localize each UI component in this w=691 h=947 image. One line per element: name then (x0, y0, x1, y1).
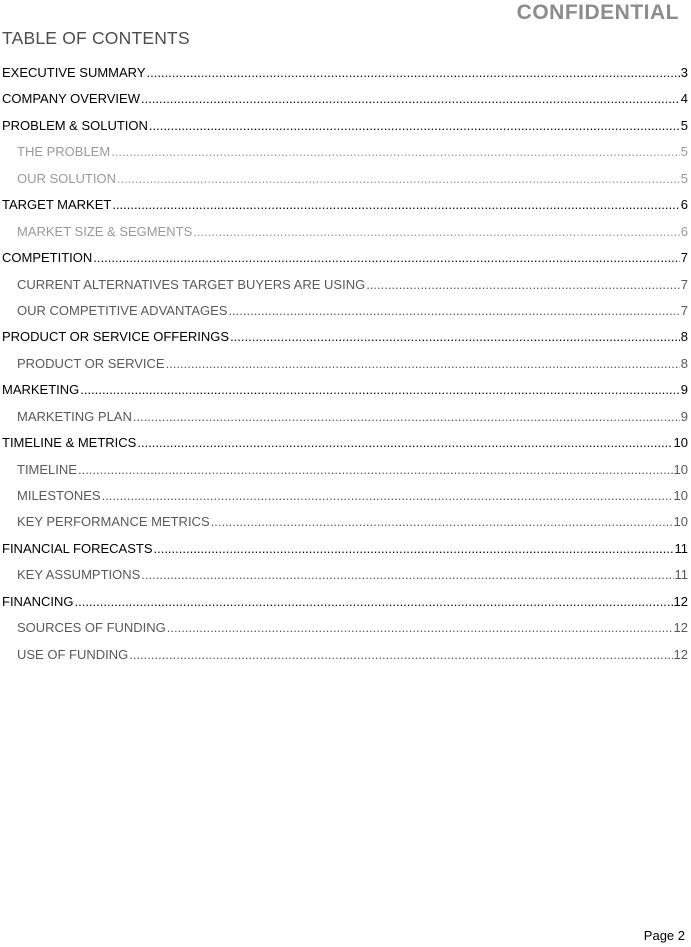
toc-entry-page: 8 (680, 329, 688, 345)
toc-dot-leader (167, 615, 673, 641)
toc-entry-label: FINANCIAL FORECASTS (2, 540, 153, 556)
toc-dot-leader (166, 351, 680, 377)
toc-dot-leader (80, 377, 679, 403)
toc-subentry[interactable] (0, 457, 691, 483)
toc-dot-leader (193, 219, 679, 245)
toc-entry[interactable] (0, 536, 691, 562)
toc-entry-page: 9 (680, 408, 688, 424)
toc-entry-page: 11 (674, 567, 688, 583)
toc-entry[interactable] (0, 86, 691, 112)
toc-subentry[interactable] (0, 509, 691, 535)
toc-entry-page: 5 (680, 170, 688, 186)
toc-entry-page: 12 (673, 620, 688, 636)
toc-subentry[interactable] (0, 404, 691, 430)
toc-entry-page: 7 (680, 276, 688, 292)
toc-subentry[interactable] (0, 562, 691, 588)
toc-title: TABLE OF CONTENTS (2, 28, 190, 48)
toc-subentry[interactable] (0, 483, 691, 509)
toc-dot-leader (112, 192, 679, 218)
toc-subentry[interactable] (0, 615, 691, 641)
toc-entry-label: MARKET SIZE & SEGMENTS (17, 223, 193, 239)
toc-dot-leader (75, 589, 673, 615)
toc-entry-page: 10 (673, 514, 688, 530)
toc-dot-leader (366, 272, 680, 298)
toc-entry-page: 11 (674, 540, 688, 556)
toc-entry-label: OUR COMPETITIVE ADVANTAGES (17, 302, 228, 318)
toc-entry-label: MILESTONES (17, 488, 101, 503)
toc-entry-page: 10 (673, 435, 688, 451)
toc-entry-page: 6 (680, 223, 688, 239)
toc-subentry[interactable] (0, 272, 691, 298)
toc-entry-label: TARGET MARKET (2, 197, 112, 213)
toc-dot-leader (153, 536, 673, 562)
toc-entry-label: MARKETING (2, 382, 80, 398)
toc-entry-label: THE PROBLEM (17, 144, 111, 160)
toc-dot-leader (111, 139, 680, 165)
toc-entry-label: COMPANY OVERVIEW (2, 91, 140, 107)
toc-entry-label: KEY PERFORMANCE METRICS (17, 514, 210, 530)
toc-subentry[interactable] (0, 642, 691, 668)
toc-dot-leader (149, 113, 680, 139)
toc-subentry[interactable] (0, 166, 691, 192)
confidential-marking: CONFIDENTIAL (516, 1, 679, 24)
toc-entry[interactable] (0, 60, 691, 86)
toc-entry-page: 7 (680, 302, 688, 318)
toc-entry-page: 7 (680, 250, 688, 266)
toc-entry-label: EXECUTIVE SUMMARY (2, 65, 146, 80)
toc-entry-page: 12 (673, 593, 688, 609)
toc-entry-page: 10 (673, 488, 688, 503)
toc-entry-page: 5 (680, 117, 688, 133)
toc-entry[interactable] (0, 324, 691, 350)
toc-entry-label: FINANCING (2, 593, 74, 609)
toc-dot-leader (211, 509, 673, 535)
toc-entry-page: 10 (673, 461, 688, 477)
toc-entry-label: MARKETING PLAN (17, 408, 132, 424)
toc-entry[interactable] (0, 589, 691, 615)
toc-entry-label: TIMELINE (17, 461, 77, 477)
toc-entry-label: TIMELINE & METRICS (2, 435, 137, 451)
table-of-contents (0, 60, 691, 668)
toc-entry[interactable] (0, 377, 691, 403)
toc-entry-label: CURRENT ALTERNATIVES TARGET BUYERS ARE USING (17, 276, 366, 292)
toc-entry[interactable] (0, 192, 691, 218)
toc-dot-leader (228, 298, 679, 324)
toc-dot-leader (141, 562, 673, 588)
toc-entry-page: 3 (680, 65, 688, 80)
toc-entry-page: 6 (680, 197, 688, 213)
toc-subentry[interactable] (0, 139, 691, 165)
toc-dot-leader (147, 60, 680, 86)
toc-dot-leader (117, 166, 680, 192)
toc-dot-leader (102, 483, 673, 509)
page-number: Page 2 (643, 928, 685, 943)
toc-entry-page: 12 (673, 646, 688, 662)
toc-dot-leader (141, 86, 680, 112)
toc-entry-page: 8 (680, 355, 688, 371)
toc-entry-page: 4 (680, 91, 688, 107)
toc-subentry[interactable] (0, 298, 691, 324)
toc-entry[interactable] (0, 430, 691, 456)
toc-entry-label: SOURCES OF FUNDING (17, 620, 166, 636)
toc-dot-leader (129, 642, 672, 668)
toc-entry-label: PROBLEM & SOLUTION (2, 117, 148, 133)
toc-entry-page: 5 (680, 144, 688, 160)
toc-dot-leader (93, 245, 679, 271)
toc-dot-leader (78, 457, 673, 483)
toc-entry[interactable] (0, 245, 691, 271)
toc-entry-label: COMPETITION (2, 250, 93, 266)
toc-entry-label: USE OF FUNDING (17, 646, 129, 662)
toc-subentry[interactable] (0, 219, 691, 245)
toc-entry[interactable] (0, 113, 691, 139)
toc-dot-leader (137, 430, 672, 456)
toc-entry-label: KEY ASSUMPTIONS (17, 567, 141, 583)
toc-entry-label: PRODUCT OR SERVICE (17, 355, 165, 371)
toc-entry-label: OUR SOLUTION (17, 170, 116, 186)
toc-entry-page: 9 (680, 382, 688, 398)
toc-entry-label: PRODUCT OR SERVICE OFFERINGS (2, 329, 230, 345)
toc-subentry[interactable] (0, 351, 691, 377)
toc-dot-leader (230, 324, 680, 350)
toc-dot-leader (133, 404, 680, 430)
